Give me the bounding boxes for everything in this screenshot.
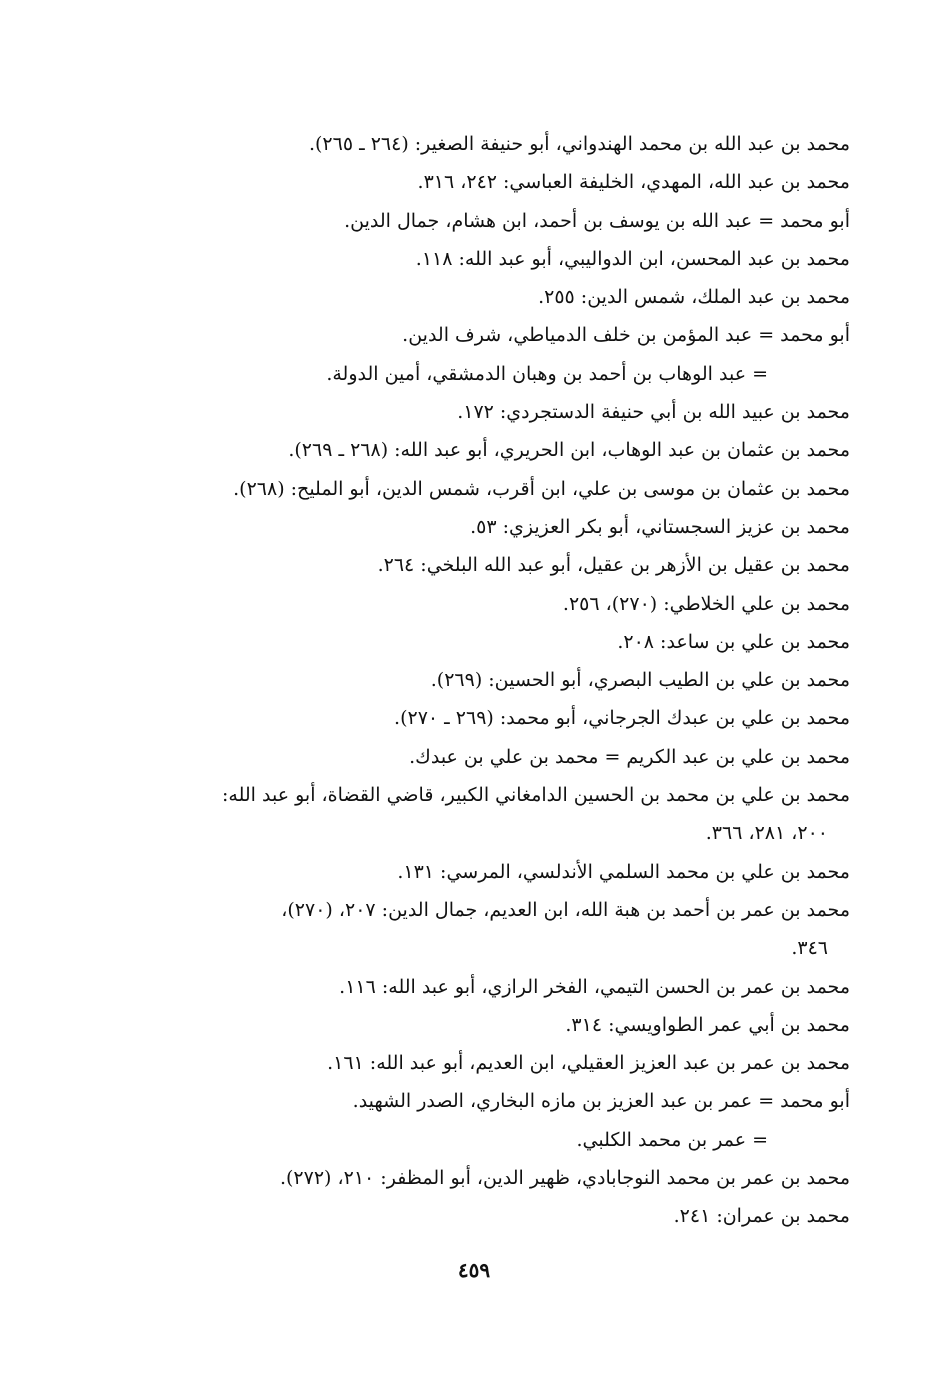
- index-cross-reference: = عمر بن محمد الكلبي.: [576, 1128, 768, 1151]
- index-entry: محمد بن عمر بن الحسن التيمي، الفخر الرازي، أبو عبد الله: ١١٦.: [339, 975, 850, 998]
- index-entry: محمد بن عبد الملك، شمس الدين: ٢٥٥.: [538, 286, 850, 309]
- page-number: ٤٥٩: [457, 1258, 491, 1282]
- index-entry: محمد بن علي الخلاطي: (٢٧٠)، ٢٥٦.: [562, 592, 850, 615]
- index-entry: محمد بن علي بن الطيب البصري، أبو الحسين: (٢٦٩).: [430, 669, 850, 692]
- index-cross-reference: = عبد الوهاب بن أحمد بن وهبان الدمشقي، أمين الدولة.: [326, 362, 768, 385]
- index-entry: محمد بن عبد المحسن، ابن الدواليبي، أبو عبد الله: ١١٨.: [415, 247, 850, 270]
- index-entry: أبو محمد = عبد الله بن يوسف بن أحمد، ابن هشام، جمال الدين.: [344, 209, 850, 232]
- index-entry: أبو محمد = عبد المؤمن بن خلف الدمياطي، شرف الدين.: [402, 324, 850, 347]
- index-entry-continuation: ٣٤٦.: [791, 937, 828, 960]
- index-entry: محمد بن أبي عمر الطواويسي: ٣١٤.: [565, 1013, 850, 1036]
- index-entry-continuation: ٢٠٠، ٢٨١، ٣٦٦.: [705, 822, 828, 845]
- index-entry: محمد بن علي بن عبد الكريم = محمد بن علي بن عبدك.: [409, 745, 850, 768]
- index-entry: محمد بن عمر بن عبد العزيز العقيلي، ابن العديم، أبو عبد الله: ١٦١.: [327, 1052, 850, 1075]
- index-entry: محمد بن عبيد الله بن أبي حنيفة الدستجردي: ١٧٢.: [457, 401, 850, 424]
- index-entry: أبو محمد = عمر بن عبد العزيز بن مازه البخاري، الصدر الشهيد.: [352, 1090, 850, 1113]
- index-entry: محمد بن عثمان بن موسى بن علي، ابن أقرب، شمس الدين، أبو المليح: (٢٦٨).: [233, 477, 850, 500]
- index-entry: محمد بن عبد الله بن محمد الهندواني، أبو حنيفة الصغير: (٢٦٤ ـ ٢٦٥).: [308, 133, 850, 155]
- index-entry: محمد بن عمر بن محمد النوجابادي، ظهير الدين، أبو المظفر: ٢١٠، (٢٧٢).: [279, 1167, 850, 1190]
- index-entry: محمد بن علي بن محمد بن الحسين الدامغاني الكبير، قاضي القضاة، أبو عبد الله:: [222, 784, 850, 807]
- index-entry: محمد بن علي بن محمد السلمي الأندلسي، المرسي: ١٣١.: [397, 860, 850, 883]
- index-entry: محمد بن علي بن عبدك الجرجاني، أبو محمد: (٢٦٩ ـ ٢٧٠).: [394, 707, 850, 730]
- index-entry: محمد بن عبد الله، المهدي، الخليفة العباسي: ٢٤٢، ٣١٦.: [417, 171, 850, 194]
- index-entry: محمد بن عثمان بن عبد الوهاب، ابن الحريري، أبو عبد الله: (٢٦٨ ـ ٢٦٩).: [288, 439, 850, 462]
- index-entry: محمد بن عمر بن أحمد بن هبة الله، ابن العديم، جمال الدين: ٢٠٧، (٢٧٠)،: [281, 898, 850, 921]
- index-entry-list: [120, 125, 850, 1236]
- index-entry: محمد بن علي بن ساعد: ٢٠٨.: [617, 630, 850, 653]
- index-entry: محمد بن عزيز السجستاني، أبو بكر العزيزي: ٥٣.: [470, 515, 850, 538]
- index-entry: محمد بن عقيل بن الأزهر بن عقيل، أبو عبد الله البلخي: ٢٦٤.: [377, 554, 850, 577]
- index-entry: محمد بن عمران: ٢٤١.: [673, 1205, 850, 1228]
